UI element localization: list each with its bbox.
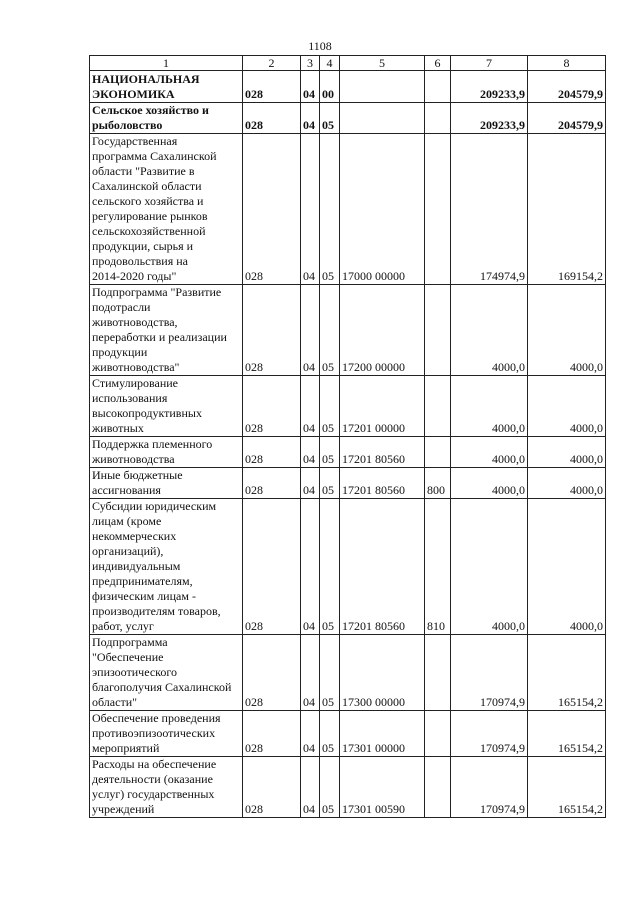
target-article-cell bbox=[340, 71, 425, 103]
subsection-cell: 00 bbox=[320, 71, 340, 103]
amount-cell-7: 170974,9 bbox=[451, 711, 528, 757]
subsection-cell: 05 bbox=[320, 437, 340, 468]
col-header-4: 4 bbox=[320, 56, 340, 71]
target-article-cell: 17000 00000 bbox=[340, 134, 425, 285]
subsection-cell: 05 bbox=[320, 468, 340, 499]
table-row bbox=[90, 71, 606, 103]
expense-type-cell: 800 bbox=[425, 468, 451, 499]
row-name-text: Государственная программа Сахалинской области "Развитие в Сахалинской области сельского хозяйства и регулирование рынков сельскохозяйственной продукции, сырья и продовольствия на 2014-2020 годы" bbox=[92, 134, 217, 283]
subsection-cell: 05 bbox=[320, 134, 340, 285]
section-cell: 04 bbox=[301, 757, 320, 818]
table-row bbox=[90, 285, 606, 376]
amount-cell-7: 209233,9 bbox=[451, 103, 528, 134]
subsection-cell: 05 bbox=[320, 499, 340, 635]
section-cell: 04 bbox=[301, 134, 320, 285]
page-number: 1108 bbox=[308, 39, 332, 53]
admin-code-cell: 028 bbox=[243, 635, 301, 711]
admin-code-cell: 028 bbox=[243, 285, 301, 376]
target-article-cell: 17301 00590 bbox=[340, 757, 425, 818]
row-name-text: Сельское хозяйство и рыболовство bbox=[92, 103, 209, 132]
row-name-cell bbox=[90, 711, 243, 757]
amount-cell-7: 174974,9 bbox=[451, 134, 528, 285]
table-body bbox=[90, 71, 606, 818]
row-name-cell bbox=[90, 285, 243, 376]
amount-cell-7: 209233,9 bbox=[451, 71, 528, 103]
row-name-text: Расходы на обеспечение деятельности (оказание услуг) государственных учреждений bbox=[92, 757, 217, 816]
section-cell: 04 bbox=[301, 499, 320, 635]
table-row bbox=[90, 757, 606, 818]
col-header-3: 3 bbox=[301, 56, 320, 71]
amount-cell-7: 4000,0 bbox=[451, 437, 528, 468]
target-article-cell: 17301 00000 bbox=[340, 711, 425, 757]
row-name-cell bbox=[90, 376, 243, 437]
row-name-text: Поддержка племенного животноводства bbox=[92, 437, 213, 466]
row-name-text: НАЦИОНАЛЬНАЯ ЭКОНОМИКА bbox=[92, 72, 200, 101]
amount-cell-7: 4000,0 bbox=[451, 285, 528, 376]
target-article-cell bbox=[340, 103, 425, 134]
admin-code-cell: 028 bbox=[243, 71, 301, 103]
col-header-6: 6 bbox=[425, 56, 451, 71]
expense-type-cell bbox=[425, 635, 451, 711]
row-name-cell bbox=[90, 103, 243, 134]
row-name-text: Подпрограмма "Развитие подотрасли животноводства, переработки и реализации продукции животноводства" bbox=[92, 285, 227, 374]
table-row bbox=[90, 103, 606, 134]
target-article-cell: 17201 00000 bbox=[340, 376, 425, 437]
amount-cell-7: 4000,0 bbox=[451, 376, 528, 437]
row-name-cell bbox=[90, 437, 243, 468]
target-article-cell: 17200 00000 bbox=[340, 285, 425, 376]
target-article-cell: 17201 80560 bbox=[340, 499, 425, 635]
target-article-cell: 17201 80560 bbox=[340, 437, 425, 468]
col-header-2: 2 bbox=[243, 56, 301, 71]
expense-type-cell: 810 bbox=[425, 499, 451, 635]
section-cell: 04 bbox=[301, 437, 320, 468]
section-cell: 04 bbox=[301, 635, 320, 711]
table-row bbox=[90, 468, 606, 499]
subsection-cell: 05 bbox=[320, 757, 340, 818]
amount-cell-8: 165154,2 bbox=[528, 757, 606, 818]
amount-cell-8: 204579,9 bbox=[528, 103, 606, 134]
col-header-5: 5 bbox=[340, 56, 425, 71]
expense-type-cell bbox=[425, 437, 451, 468]
table-row bbox=[90, 437, 606, 468]
col-header-8: 8 bbox=[528, 56, 606, 71]
table-row bbox=[90, 376, 606, 437]
row-name-cell bbox=[90, 134, 243, 285]
admin-code-cell: 028 bbox=[243, 468, 301, 499]
amount-cell-8: 169154,2 bbox=[528, 134, 606, 285]
row-name-cell bbox=[90, 757, 243, 818]
amount-cell-8: 165154,2 bbox=[528, 711, 606, 757]
amount-cell-8: 204579,9 bbox=[528, 71, 606, 103]
subsection-cell: 05 bbox=[320, 103, 340, 134]
amount-cell-8: 4000,0 bbox=[528, 468, 606, 499]
row-name-cell bbox=[90, 635, 243, 711]
section-cell: 04 bbox=[301, 376, 320, 437]
table-row bbox=[90, 499, 606, 635]
table-row bbox=[90, 711, 606, 757]
admin-code-cell: 028 bbox=[243, 134, 301, 285]
amount-cell-8: 4000,0 bbox=[528, 376, 606, 437]
section-cell: 04 bbox=[301, 71, 320, 103]
admin-code-cell: 028 bbox=[243, 757, 301, 818]
subsection-cell: 05 bbox=[320, 285, 340, 376]
amount-cell-7: 170974,9 bbox=[451, 757, 528, 818]
admin-code-cell: 028 bbox=[243, 499, 301, 635]
subsection-cell: 05 bbox=[320, 711, 340, 757]
row-name-text: Иные бюджетные ассигнования bbox=[92, 468, 183, 497]
subsection-cell: 05 bbox=[320, 376, 340, 437]
section-cell: 04 bbox=[301, 285, 320, 376]
admin-code-cell: 028 bbox=[243, 376, 301, 437]
col-header-7: 7 bbox=[451, 56, 528, 71]
admin-code-cell: 028 bbox=[243, 103, 301, 134]
budget-table bbox=[89, 55, 606, 818]
expense-type-cell bbox=[425, 285, 451, 376]
expense-type-cell bbox=[425, 757, 451, 818]
section-cell: 04 bbox=[301, 468, 320, 499]
table-row bbox=[90, 134, 606, 285]
row-name-cell bbox=[90, 71, 243, 103]
amount-cell-8: 4000,0 bbox=[528, 285, 606, 376]
row-name-text: Стимулирование использования высокопродуктивных животных bbox=[92, 376, 202, 435]
table-row bbox=[90, 635, 606, 711]
amount-cell-7: 4000,0 bbox=[451, 499, 528, 635]
amount-cell-8: 4000,0 bbox=[528, 437, 606, 468]
row-name-text: Обеспечение проведения противоэпизоотических мероприятий bbox=[92, 711, 221, 755]
expense-type-cell bbox=[425, 71, 451, 103]
admin-code-cell: 028 bbox=[243, 711, 301, 757]
section-cell: 04 bbox=[301, 711, 320, 757]
expense-type-cell bbox=[425, 376, 451, 437]
expense-type-cell bbox=[425, 103, 451, 134]
header-row bbox=[90, 56, 606, 71]
subsection-cell: 05 bbox=[320, 635, 340, 711]
expense-type-cell bbox=[425, 711, 451, 757]
row-name-text: Субсидии юридическим лицам (кроме некоммерческих организаций), индивидуальным предпринимателям, физическим лицам - производителям товаров, работ, услуг bbox=[92, 499, 221, 633]
amount-cell-7: 170974,9 bbox=[451, 635, 528, 711]
target-article-cell: 17300 00000 bbox=[340, 635, 425, 711]
admin-code-cell: 028 bbox=[243, 437, 301, 468]
amount-cell-8: 4000,0 bbox=[528, 499, 606, 635]
row-name-text: Подпрограмма "Обеспечение эпизоотического благополучия Сахалинской области" bbox=[92, 635, 232, 709]
col-header-1: 1 bbox=[90, 56, 243, 71]
target-article-cell: 17201 80560 bbox=[340, 468, 425, 499]
amount-cell-7: 4000,0 bbox=[451, 468, 528, 499]
amount-cell-8: 165154,2 bbox=[528, 635, 606, 711]
row-name-cell bbox=[90, 499, 243, 635]
row-name-cell bbox=[90, 468, 243, 499]
section-cell: 04 bbox=[301, 103, 320, 134]
expense-type-cell bbox=[425, 134, 451, 285]
